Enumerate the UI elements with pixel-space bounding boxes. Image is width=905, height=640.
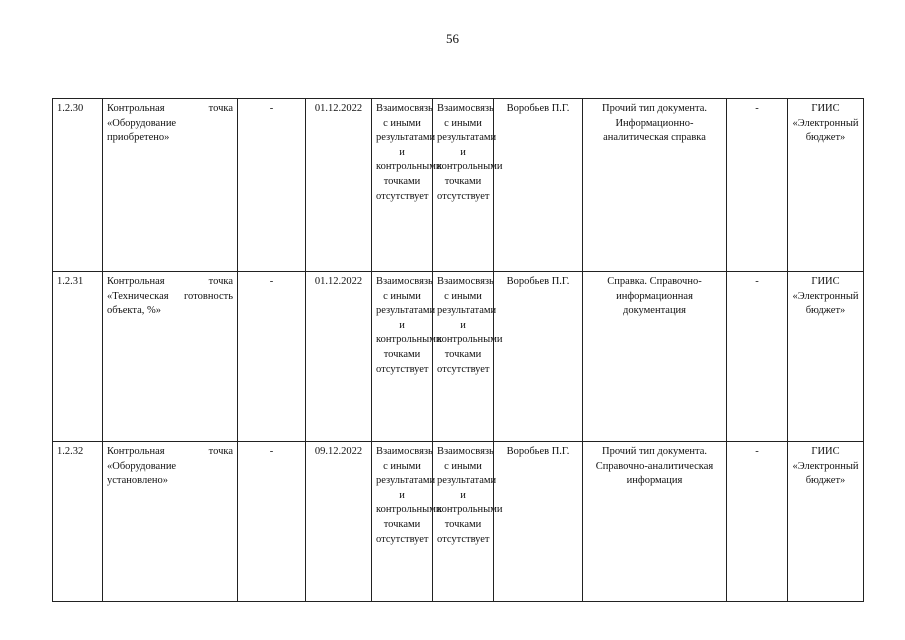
- document-type: Справка. Справочно-информационная документация: [583, 272, 727, 442]
- table-row: [53, 272, 864, 442]
- deadline-date: 01.12.2022: [306, 99, 372, 272]
- information-system: ГИИС «Электронный бюджет»: [788, 272, 864, 442]
- row-number: 1.2.32: [53, 442, 103, 602]
- relation-predecessors: Взаимосвязь с иными результатами и контрольными точками отсутствует: [372, 99, 433, 272]
- relation-predecessors: Взаимосвязь с иными результатами и контрольными точками отсутствует: [372, 272, 433, 442]
- page-number: 56: [446, 31, 459, 46]
- control-point-name: Контрольная точка «Оборудование установлено»: [103, 442, 238, 602]
- relation-successors: Взаимосвязь с иными результатами и контрольными точками отсутствует: [433, 99, 494, 272]
- empty-value-dash: -: [238, 272, 306, 442]
- relation-predecessors: Взаимосвязь с иными результатами и контрольными точками отсутствует: [372, 442, 433, 602]
- information-system: ГИИС «Электронный бюджет»: [788, 99, 864, 272]
- table-row: [53, 99, 864, 272]
- deadline-date: 09.12.2022: [306, 442, 372, 602]
- empty-value-dash: -: [727, 442, 788, 602]
- deadline-date: 01.12.2022: [306, 272, 372, 442]
- document-type: Прочий тип документа. Справочно-аналитическая информация: [583, 442, 727, 602]
- relation-successors: Взаимосвязь с иными результатами и контрольными точками отсутствует: [433, 442, 494, 602]
- responsible-person: Воробьев П.Г.: [494, 272, 583, 442]
- information-system: ГИИС «Электронный бюджет»: [788, 442, 864, 602]
- control-point-name: Контрольная точка «Оборудование приобретено»: [103, 99, 238, 272]
- control-point-name: Контрольная точка «Техническая готовность объекта, %»: [103, 272, 238, 442]
- empty-value-dash: -: [238, 99, 306, 272]
- empty-value-dash: -: [727, 99, 788, 272]
- row-number: 1.2.30: [53, 99, 103, 272]
- document-type: Прочий тип документа. Информационно-аналитическая справка: [583, 99, 727, 272]
- control-points-table: [52, 98, 864, 602]
- responsible-person: Воробьев П.Г.: [494, 442, 583, 602]
- relation-successors: Взаимосвязь с иными результатами и контрольными точками отсутствует: [433, 272, 494, 442]
- responsible-person: Воробьев П.Г.: [494, 99, 583, 272]
- table-row: [53, 442, 864, 602]
- empty-value-dash: -: [238, 442, 306, 602]
- row-number: 1.2.31: [53, 272, 103, 442]
- empty-value-dash: -: [727, 272, 788, 442]
